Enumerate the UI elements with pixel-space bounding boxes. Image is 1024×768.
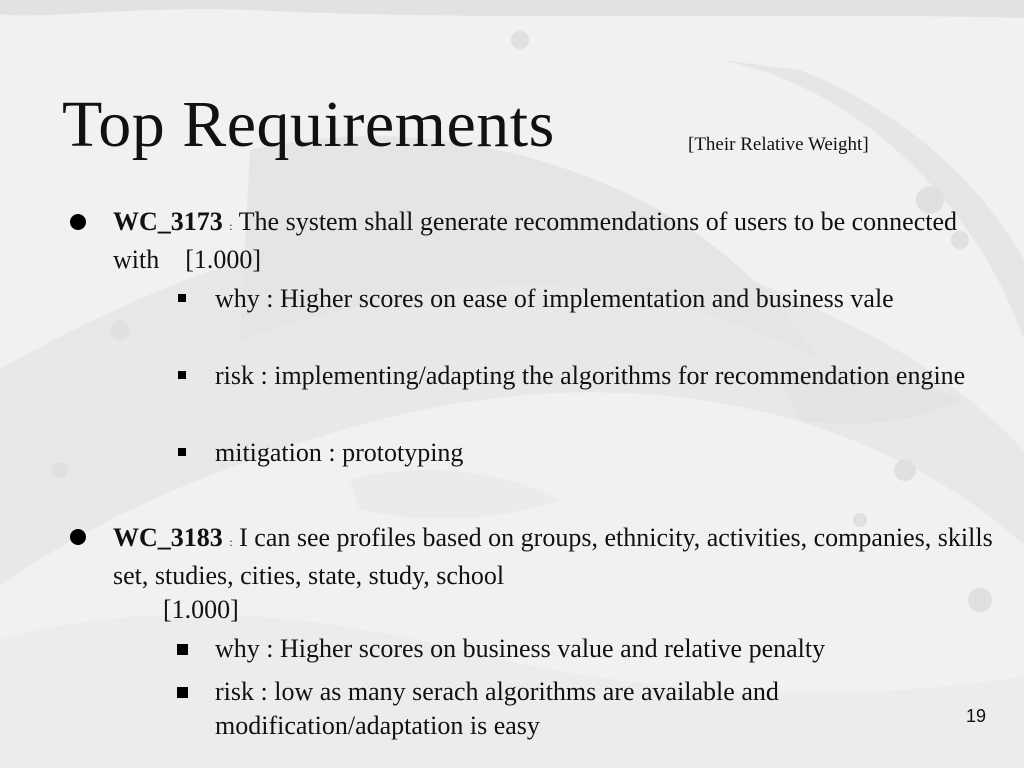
requirement-code: WC_3183 xyxy=(113,523,223,552)
bullet-icon xyxy=(70,214,86,230)
requirement-item xyxy=(113,205,993,277)
requirement-detail: risk : implementing/adapting the algorithms for recommendation engine xyxy=(215,361,966,390)
requirement-separator: : xyxy=(229,535,233,549)
square-bullet-icon xyxy=(177,644,188,655)
square-bullet-icon xyxy=(178,371,186,379)
requirement-weight: [1.000] xyxy=(163,595,239,624)
requirement-code: WC_3173 xyxy=(113,207,223,236)
slide-subtitle: [Their Relative Weight] xyxy=(688,134,869,155)
requirement-detail: why : Higher scores on ease of implementation and business vale xyxy=(215,284,894,313)
bullet-icon xyxy=(70,529,86,545)
square-bullet-icon xyxy=(177,687,188,698)
requirement-weight: [1.000] xyxy=(185,245,262,274)
requirement-text: I can see profiles based on groups, ethnicity, activities, companies, skills set, studies, cities, state, study, school xyxy=(113,523,993,590)
square-bullet-icon xyxy=(178,294,186,302)
requirement-detail: why : Higher scores on business value and relative penalty xyxy=(215,634,826,663)
square-bullet-icon xyxy=(178,448,186,456)
requirement-item xyxy=(113,521,993,627)
page-number: 19 xyxy=(966,706,987,726)
slide-title: Top Requirements xyxy=(62,88,555,161)
requirement-detail: risk : low as many serach algorithms are available and modification/adaptation is easy xyxy=(215,677,779,740)
requirement-text: The system shall generate recommendations of users to be connected with xyxy=(113,207,958,274)
requirement-separator: : xyxy=(229,219,233,233)
requirement-detail: mitigation : prototyping xyxy=(215,438,464,467)
